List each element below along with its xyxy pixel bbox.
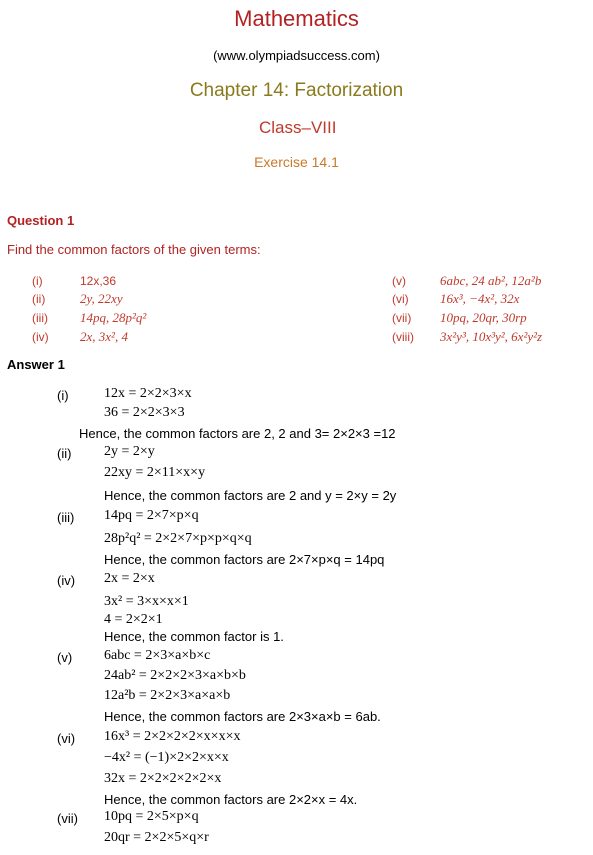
- conclusion: Hence, the common factors are 2×2×x = 4x.: [104, 792, 358, 807]
- item-expression: 14pq, 28p²q²: [80, 310, 147, 325]
- equation-line: 14pq = 2×7×p×q: [104, 508, 199, 523]
- part-number: (ii): [57, 446, 72, 461]
- equation-line: 20qr = 2×2×5×q×r: [104, 830, 209, 845]
- item-expression: 2x, 3x², 4: [80, 329, 128, 344]
- part-number: (iii): [57, 510, 75, 525]
- item-expression: 3x²y³, 10x³y², 6x²y²z: [440, 329, 543, 344]
- part-number: (iv): [57, 573, 76, 588]
- equation-line: −4x² = (−1)×2×2×x×x: [104, 750, 229, 765]
- question-prompt: Find the common factors of the given terms:: [7, 242, 261, 257]
- equation-line: 4 = 2×2×1: [104, 612, 163, 627]
- equation-line: 2x = 2×x: [104, 571, 155, 586]
- equation-line: 28p²q² = 2×2×7×p×p×q×q: [104, 531, 252, 546]
- conclusion: Hence, the common factors are 2 and y = 2×y = 2y: [104, 488, 397, 503]
- chapter-title: Chapter 14: Factorization: [189, 80, 404, 101]
- conclusion: Hence, the common factor is 1.: [104, 629, 284, 644]
- equation-line: 22xy = 2×11×x×y: [104, 465, 206, 480]
- equation-line: 10pq = 2×5×p×q: [104, 809, 199, 824]
- item-number: (iii): [32, 311, 48, 325]
- item-number: (vi): [392, 292, 409, 306]
- item-expression: 2y, 22xy: [80, 291, 123, 306]
- item-number: (i): [32, 274, 43, 288]
- equation-line: 12x = 2×2×3×x: [104, 386, 192, 401]
- equation-line: 16x³ = 2×2×2×2×x×x×x: [104, 729, 241, 744]
- part-number: (i): [57, 388, 69, 403]
- part-number: (v): [57, 650, 73, 665]
- item-expression: 6abc, 24 ab², 12a²b: [440, 273, 542, 288]
- equation-line: 2y = 2×y: [104, 444, 155, 459]
- equation-line: 6abc = 2×3×a×b×c: [104, 648, 211, 663]
- question-heading: Question 1: [7, 213, 75, 228]
- item-expression: 16x³, −4x², 32x: [440, 291, 520, 306]
- item-number: (ii): [32, 292, 46, 306]
- equation-line: 32x = 2×2×2×2×2×x: [104, 771, 222, 786]
- equation-line: 3x² = 3×x×x×1: [104, 594, 189, 609]
- part-number: (vi): [57, 731, 76, 746]
- part-number: (vii): [57, 811, 78, 826]
- item-expression: 10pq, 20qr, 30rp: [440, 310, 527, 325]
- item-number: (v): [392, 274, 406, 288]
- page-title: Mathematics: [234, 6, 359, 31]
- website-link[interactable]: (www.olympiadsuccess.com): [213, 48, 380, 63]
- exercise-label: Exercise 14.1: [254, 154, 339, 170]
- class-label: Class–VIII: [259, 118, 337, 137]
- answer-heading: Answer 1: [7, 357, 65, 372]
- item-number: (vii): [392, 311, 412, 325]
- item-number: (iv): [32, 330, 49, 344]
- conclusion: Hence, the common factors are 2×3×a×b = 6ab.: [104, 709, 381, 724]
- equation-line: 36 = 2×2×3×3: [104, 405, 185, 420]
- equation-line: 24ab² = 2×2×2×3×a×b×b: [104, 668, 246, 683]
- conclusion: Hence, the common factors are 2, 2 and 3= 2×2×3 =12: [79, 426, 396, 441]
- item-number: (viii): [392, 330, 414, 344]
- conclusion: Hence, the common factors are 2×7×p×q = 14pq: [104, 552, 385, 567]
- equation-line: 12a²b = 2×2×3×a×a×b: [104, 688, 231, 703]
- item-expression: 12x,36: [80, 274, 117, 288]
